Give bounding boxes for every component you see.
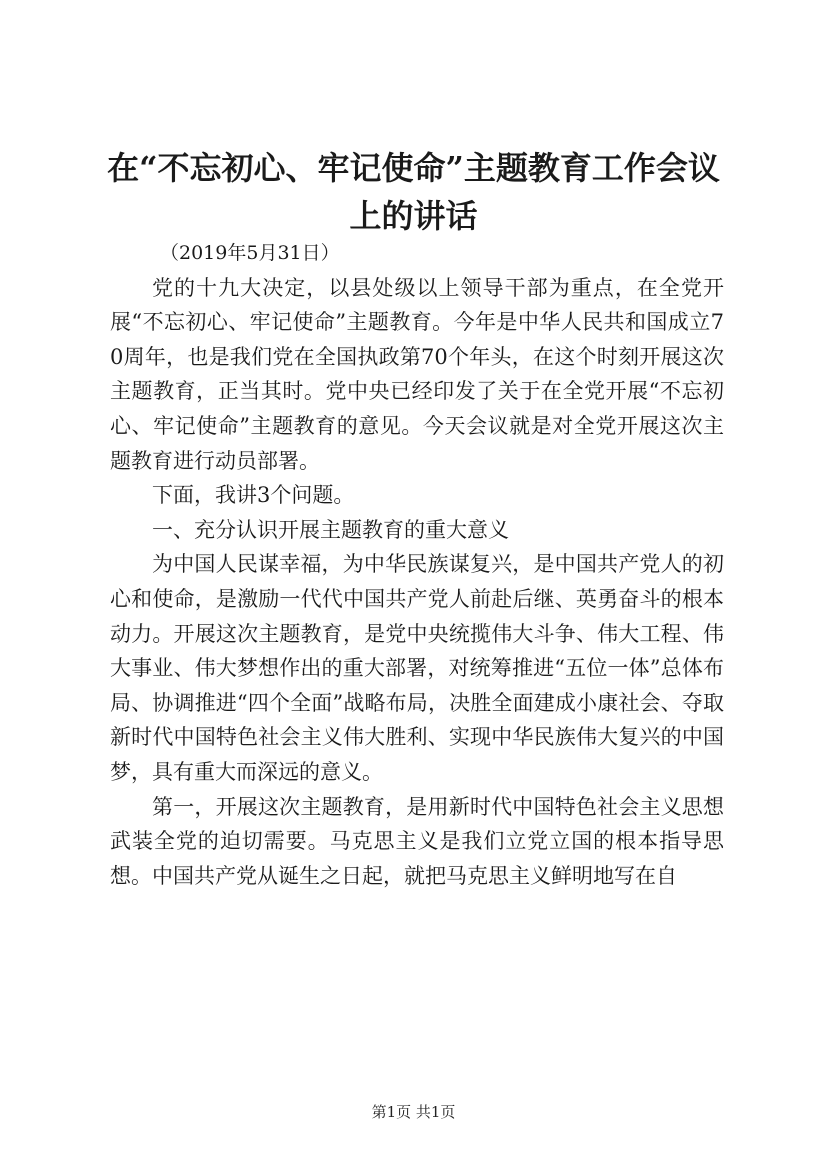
document-body xyxy=(110,236,724,893)
speech-date: （2019年5月31日） xyxy=(160,242,340,264)
section-heading-1: 一、充分认识开展主题教育的重大意义 xyxy=(152,517,509,542)
paragraph-significance: 为中国人民谋幸福，为中华民族谋复兴，是中国共产党人的初心和使命，是激励一代代中国共产党人前赴后继、英勇奋斗的根本动力。开展这次主题教育，是党中央统揽伟大斗争、伟大工程、伟大事业、伟大梦想作出的重大部署，对统筹推进“五位一体”总体布局、协调推进“四个全面”战略布局，决胜全面建成小康社会、夺取新时代中国特色社会主义伟大胜利、实现中华民族伟大复兴的中国梦，具有重大而深远的意义。 xyxy=(110,552,724,784)
paragraph-intro: 党的十九大决定，以县处级以上领导干部为重点，在全党开展“不忘初心、牢记使命”主题教育。今年是中华人民共和国成立70周年，也是我们党在全国执政第70个年头，在这个时刻开展这次主题教育，正当其时。党中央已经印发了关于在全党开展“不忘初心、牢记使命”主题教育的意见。今天会议就是对全党开展这次主题教育进行动员部署。 xyxy=(110,275,724,473)
paragraph-outline: 下面，我讲3个问题。 xyxy=(152,483,355,508)
page-footer: 第1页 共1页 xyxy=(371,1103,456,1121)
paragraph-first-point: 第一，开展这次主题教育，是用新时代中国特色社会主义思想武装全党的迫切需要。马克思主义是我们立党立国的根本指导思想。中国共产党从诞生之日起，就把马克思主义鲜明地写在自 xyxy=(110,794,724,888)
document-title: 在“不忘初心、牢记使命”主题教育工作会议上的讲话 xyxy=(107,149,720,235)
